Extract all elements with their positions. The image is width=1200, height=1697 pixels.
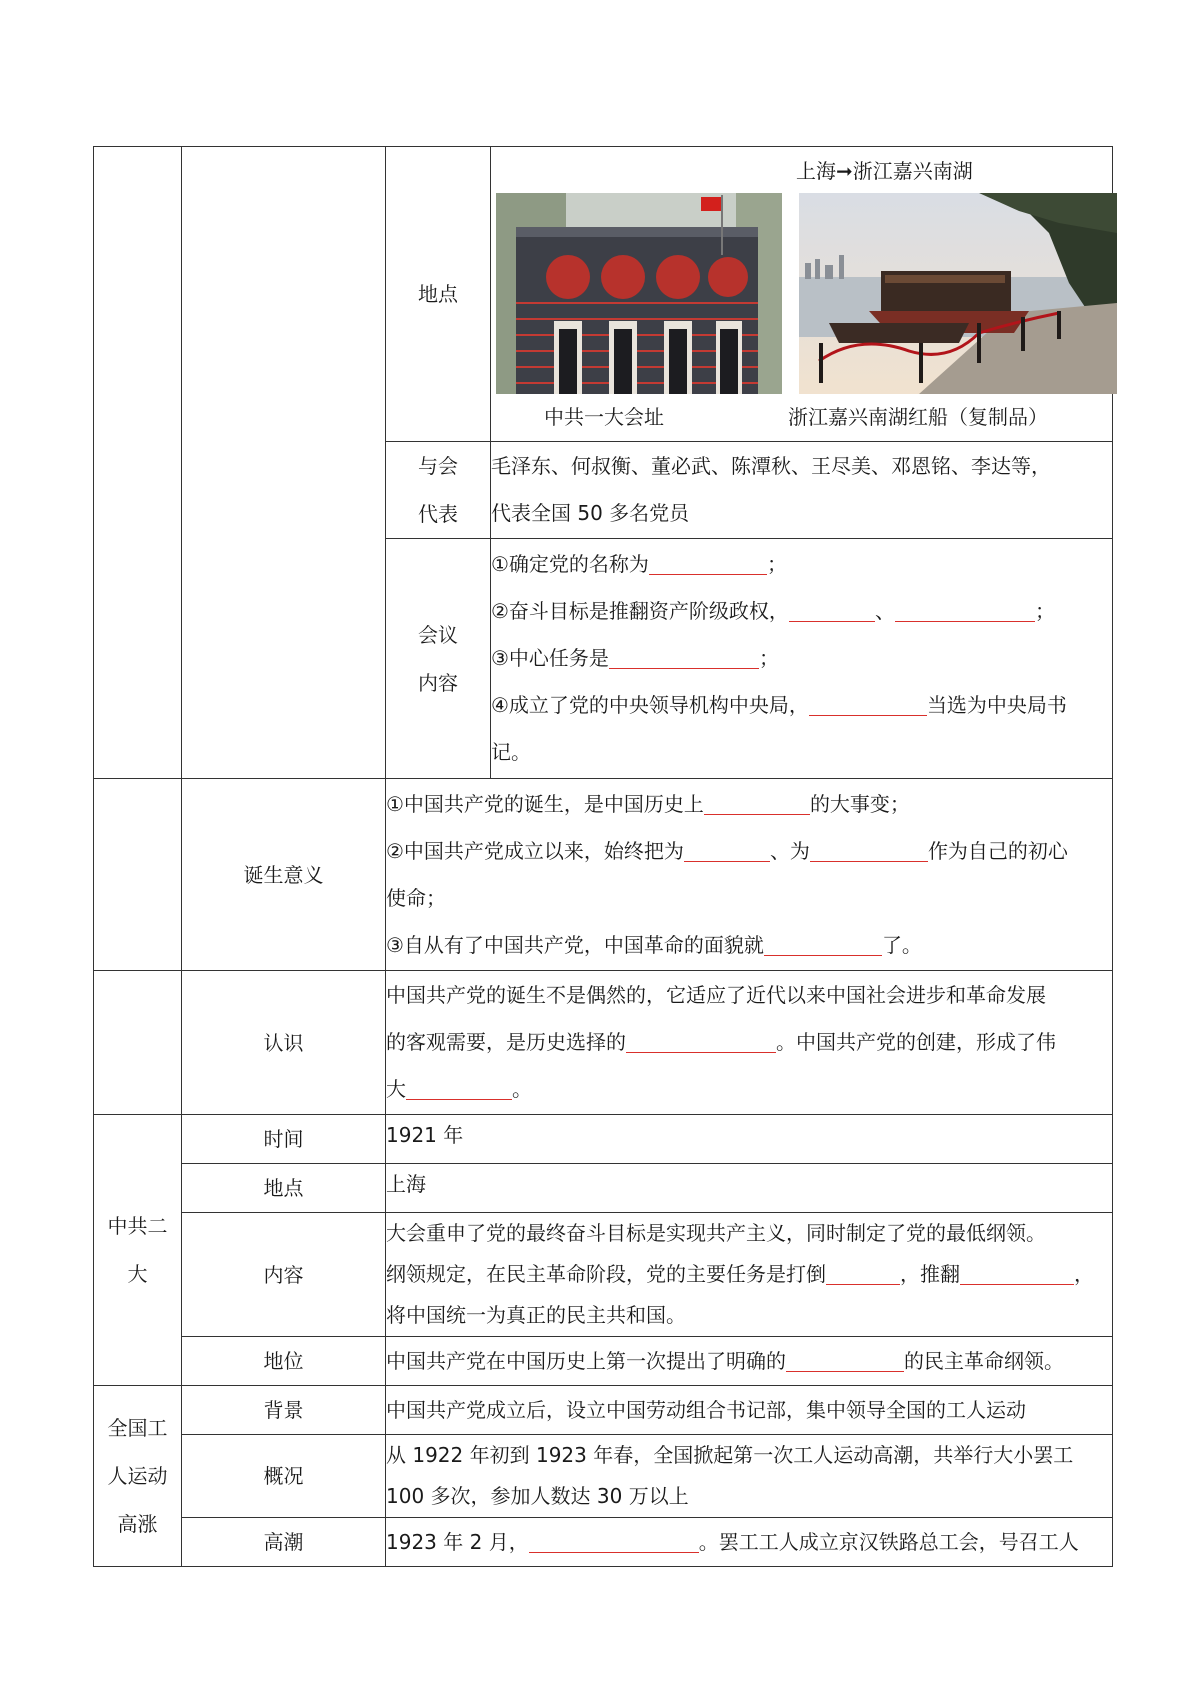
red-boat-caption: 浙江嘉兴南湖红船（复制品） xyxy=(788,405,1048,429)
content-item-2: ②奋斗目标是推翻资产阶级政权， 、 ； xyxy=(491,588,1112,635)
significance-item-2-cont: 使命； xyxy=(386,885,446,910)
fill-blank[interactable] xyxy=(684,835,770,862)
fill-blank[interactable] xyxy=(895,595,1035,622)
fill-blank[interactable] xyxy=(406,1073,512,1100)
significance-item-3: ③自从有了中国共产党，中国革命的面貌就 了。 xyxy=(386,922,1112,969)
fill-blank[interactable] xyxy=(626,1026,776,1053)
fill-blank[interactable] xyxy=(529,1526,699,1553)
red-boat-lake-illustration xyxy=(799,193,1117,394)
fill-blank[interactable] xyxy=(609,642,759,669)
cong2-place-label: 地点 xyxy=(182,1164,386,1213)
meeting-site-building-illustration xyxy=(496,193,782,394)
location-label: 地点 xyxy=(386,147,491,442)
recognition-text: 中国共产党的诞生不是偶然的，它适应了近代以来中国社会进步和革命发展 的客观需要，是历史选择的 。中国共产党的创建，形成了伟 大 。 xyxy=(386,971,1113,1115)
labor-background-label: 背景 xyxy=(182,1386,386,1435)
cong2-content-text: 大会重申了党的最终奋斗目标是实现共产主义，同时制定了党的最低纲领。 纲领规定，在民主革命阶段，党的主要任务是打倒 ，推翻 ， 将中国统一为真正的民主共和国。 xyxy=(386,1213,1113,1337)
significance-text xyxy=(386,779,1113,971)
significance-label: 诞生意义 xyxy=(182,779,386,971)
content-item-3: ③中心任务是 ； xyxy=(491,635,1112,682)
recognition-label: 认识 xyxy=(182,971,386,1115)
fill-blank[interactable] xyxy=(704,788,810,815)
content-item-4: ④成立了党的中央领导机构中央局， 当选为中央局书 xyxy=(491,682,1112,729)
content-item-1: ①确定党的名称为 ； xyxy=(491,541,1112,588)
cong2-status-text: 中国共产党在中国历史上第一次提出了明确的 的民主革命纲领。 xyxy=(386,1337,1113,1386)
meeting-content-text xyxy=(491,539,1113,779)
cell-empty-topic xyxy=(94,147,182,779)
labor-background-text: 中国共产党成立后，设立中国劳动组合书记部，集中领导全国的工人运动 xyxy=(386,1386,1113,1435)
fill-blank[interactable] xyxy=(789,595,875,622)
cong2-time-value: 1921 年 xyxy=(386,1115,1113,1164)
content-item-4-cont: 记。 xyxy=(491,740,531,764)
labor-movement-label: 全国工 人运动 高涨 xyxy=(94,1386,182,1567)
cong2-place-value: 上海 xyxy=(386,1164,1113,1213)
red-boat-photo xyxy=(799,193,1117,394)
cong2-time-label: 时间 xyxy=(182,1115,386,1164)
fill-blank[interactable] xyxy=(809,689,927,716)
meeting-content-label: 会议 内容 xyxy=(386,539,491,779)
cong2-content-label: 内容 xyxy=(182,1213,386,1337)
attendees-label: 与会 代表 xyxy=(386,442,491,539)
significance-item-2: ②中国共产党成立以来，始终把为 、为 作为自己的初心 xyxy=(386,828,1112,875)
fill-blank[interactable] xyxy=(649,548,767,575)
fill-blank[interactable] xyxy=(810,835,928,862)
cell-empty-recognition xyxy=(94,971,182,1115)
fill-blank[interactable] xyxy=(960,1258,1074,1285)
meeting-site-caption: 中共一大会址 xyxy=(544,405,664,429)
location-photos-cell xyxy=(491,147,1113,442)
cong2-label: 中共二 大 xyxy=(94,1115,182,1386)
cell-empty-significance xyxy=(94,779,182,971)
attendees-text: 毛泽东、何叔衡、董必武、陈潭秋、王尽美、邓恩铭、李达等， 代表全国 50 多名党员 xyxy=(491,442,1113,539)
labor-overview-text: 从 1922 年初到 1923 年春，全国掀起第一次工人运动高潮，共举行大小罢工 100 多次，参加人数达 30 万以上 xyxy=(386,1435,1113,1518)
significance-item-1: ①中国共产党的诞生，是中国历史上 的大事变； xyxy=(386,781,1112,828)
meeting-site-photo xyxy=(496,193,782,394)
labor-climax-text: 1923 年 2 月， 。罢工工人成立京汉铁路总工会，号召工人 xyxy=(386,1518,1113,1567)
cong2-status-label: 地位 xyxy=(182,1337,386,1386)
fill-blank[interactable] xyxy=(826,1258,900,1285)
cell-empty-subtopic xyxy=(182,147,386,779)
history-review-table xyxy=(93,146,1113,1567)
labor-overview-label: 概况 xyxy=(182,1435,386,1518)
fill-blank[interactable] xyxy=(764,929,882,956)
route-text: 上海➞浙江嘉兴南湖 xyxy=(796,159,973,183)
labor-climax-label: 高潮 xyxy=(182,1518,386,1567)
fill-blank[interactable] xyxy=(786,1345,904,1372)
